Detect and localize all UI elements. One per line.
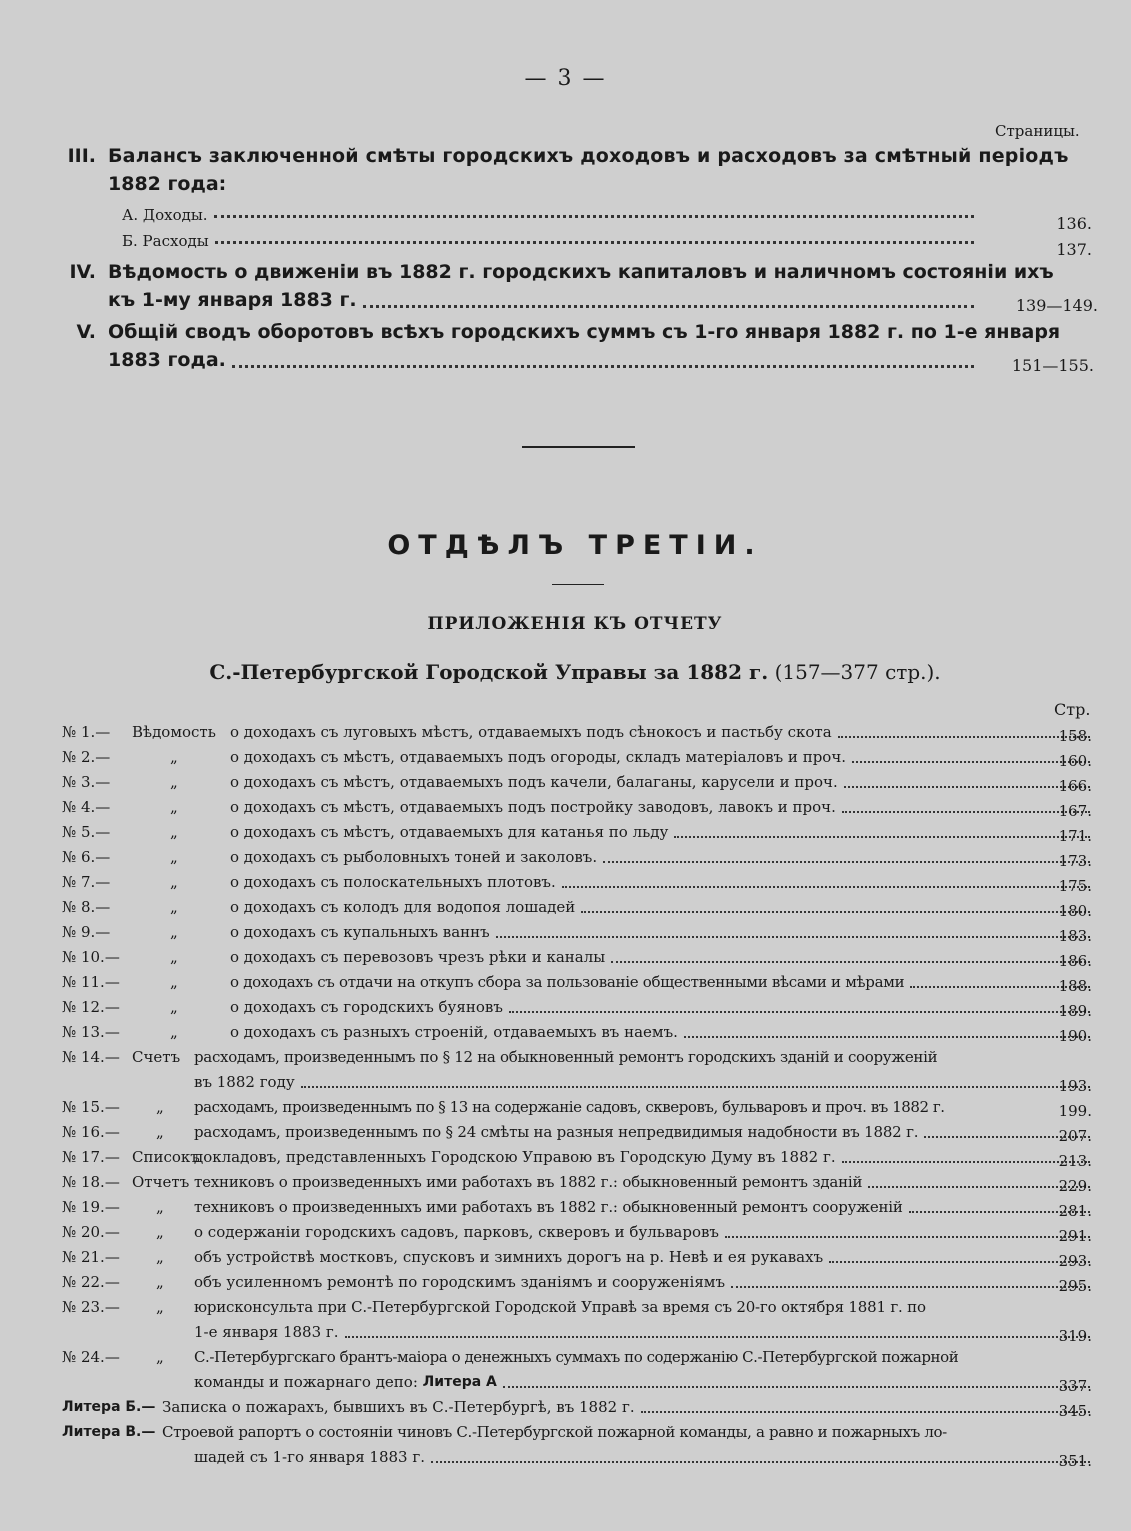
item-number: № 19.—: [62, 1198, 120, 1216]
item-page: 180.: [1058, 902, 1092, 920]
item-number: № 20.—: [62, 1223, 120, 1241]
item-number: № 13.—: [62, 1023, 120, 1041]
item-number: № 6.—: [62, 848, 111, 866]
item-text-line1: докладовъ, представленныхъ Городскою Управою въ Городскую Думу въ 1882 г.: [194, 1148, 836, 1166]
item-page: 190.: [1058, 1027, 1092, 1045]
item-text-line1: расходамъ, произведеннымъ по § 13 на содержаніе садовъ, скверовъ, бульваровъ и проч. въ 1882 г.: [194, 1098, 945, 1116]
section-title-line1: Общій сводъ оборотовъ всѣхъ городскихъ суммъ съ 1-го января 1882 г. по 1-е января: [108, 321, 1061, 343]
pages-column-label: Страницы.: [995, 122, 1080, 140]
subitem-page: 137.: [1056, 240, 1092, 259]
item-text-line1: объ усиленномъ ремонтѣ по городскимъ зданіямъ и сооруженіямъ: [194, 1273, 725, 1291]
subitem-label: А. Доходы.: [122, 206, 208, 224]
item-text-line1: о содержаніи городскихъ садовъ, парковъ, скверовъ и бульваровъ: [194, 1223, 719, 1241]
item-text-line1: С.-Петербургскаго брантъ-маіора о денежныхъ суммахъ по содержанію С.-Петербургской пожарной: [194, 1348, 959, 1366]
litera-text-line1: Строевой рапортъ о состояніи чиновъ С.-Петербургской пожарной команды, а равно и пожарныхъ ло-: [162, 1423, 947, 1441]
item-text-line2: команды и пожарнаго депо:: [194, 1373, 418, 1391]
item-prefix: „: [170, 898, 178, 916]
section-title-line1: Вѣдомость о движеніи въ 1882 г. городскихъ капиталовъ и наличномъ состояніи ихъ: [108, 261, 1054, 283]
item-prefix: Списокъ: [132, 1148, 200, 1166]
item-prefix: „: [170, 1023, 178, 1041]
item-page: 291.: [1058, 1227, 1092, 1245]
item-text: о доходахъ съ луговыхъ мѣстъ, отдаваемыхъ подъ сѣнокосъ и пастьбу скота: [230, 723, 832, 741]
item-prefix: „: [170, 798, 178, 816]
item-number: № 17.—: [62, 1148, 120, 1166]
item-text-line2: въ 1882 году: [194, 1073, 295, 1091]
item-prefix: „: [170, 923, 178, 941]
item-number: № 16.—: [62, 1123, 120, 1141]
item-prefix: Отчетъ: [132, 1173, 190, 1191]
litera-text-line2: шадей съ 1-го января 1883 г.: [194, 1448, 425, 1466]
appendix-subtitle: [0, 660, 1131, 684]
item-number: № 3.—: [62, 773, 111, 791]
item-number: № 12.—: [62, 998, 120, 1016]
litera-page: 345.: [1058, 1402, 1092, 1420]
item-prefix: „: [170, 823, 178, 841]
item-page: 293.: [1058, 1252, 1092, 1270]
item-page: 173.: [1058, 852, 1092, 870]
item-prefix: „: [156, 1198, 164, 1216]
item-prefix: Счетъ: [132, 1048, 181, 1066]
page-number: — 3 —: [524, 66, 607, 91]
item-page: 160.: [1058, 752, 1092, 770]
page-column-label: Стр.: [1054, 700, 1091, 719]
item-prefix: „: [170, 873, 178, 891]
item-number: № 2.—: [62, 748, 111, 766]
item-page: 295.: [1058, 1277, 1092, 1295]
appendix-title: ПРИЛОЖЕНІЯ КЪ ОТЧЕТУ: [427, 614, 723, 634]
subitem-row: [122, 206, 980, 224]
litera-page: 351.: [1058, 1452, 1092, 1470]
item-page: 281.: [1058, 1202, 1092, 1220]
item-prefix: „: [170, 998, 178, 1016]
item-prefix: „: [170, 748, 178, 766]
item-page: 337.: [1058, 1377, 1092, 1395]
section-iii: [66, 142, 1069, 198]
item-text: о доходахъ съ мѣстъ, отдаваемыхъ для катанья по льду: [230, 823, 669, 841]
item-prefix: „: [170, 973, 178, 991]
item-text-line1: расходамъ, произведеннымъ по § 24 смѣты на разныя непредвидимыя надобности въ 1882 г.: [194, 1123, 919, 1141]
section-pages: 151—155.: [1011, 356, 1094, 375]
item-text-line2-bold: Литера А: [422, 1374, 497, 1390]
section-iv: [66, 258, 1054, 314]
divider-rule: [522, 446, 635, 448]
item-number: № 18.—: [62, 1173, 120, 1191]
item-prefix: „: [156, 1223, 164, 1241]
item-text: о доходахъ съ колодъ для водопоя лошадей: [230, 898, 576, 916]
section-number: V.: [76, 321, 96, 343]
item-page: 189.: [1058, 1002, 1092, 1020]
item-text-line2: 1-е января 1883 г.: [194, 1323, 339, 1341]
section-title-line1: Балансъ заключенной смѣты городскихъ доходовъ и расходовъ за смѣтный періодъ: [108, 145, 1069, 167]
item-text: о доходахъ съ отдачи на откупъ сбора за пользованіе общественными вѣсами и мѣрами: [230, 973, 905, 991]
item-text-line1: техниковъ о произведенныхъ ими работахъ въ 1882 г.: обыкновенный ремонтъ зданій: [194, 1173, 863, 1191]
item-number: № 5.—: [62, 823, 111, 841]
item-number: № 10.—: [62, 948, 120, 966]
item-prefix: „: [156, 1273, 164, 1291]
item-page: 167.: [1058, 802, 1092, 820]
item-page: 207.: [1058, 1127, 1092, 1145]
item-page: 213.: [1058, 1152, 1092, 1170]
item-number: № 22.—: [62, 1273, 120, 1291]
item-page: 229.: [1058, 1177, 1092, 1195]
item-page: 166.: [1058, 777, 1092, 795]
item-prefix: „: [156, 1298, 164, 1316]
subitem-row: [122, 232, 980, 250]
litera-label: Литера Б.—: [62, 1399, 156, 1415]
item-number: № 21.—: [62, 1248, 120, 1266]
item-text: о доходахъ съ полоскательныхъ плотовъ.: [230, 873, 556, 891]
division-title: ОТДѢЛЪ ТРЕТІИ.: [387, 530, 763, 561]
item-text: о доходахъ съ рыболовныхъ тоней и заколовъ.: [230, 848, 598, 866]
appendix-subtitle-pages: (157—377 стр.).: [774, 660, 941, 684]
item-number: № 7.—: [62, 873, 111, 891]
item-text: о доходахъ съ городскихъ буяновъ: [230, 998, 503, 1016]
item-text-line1: техниковъ о произведенныхъ ими работахъ въ 1882 г.: обыкновенный ремонтъ сооруженій: [194, 1198, 903, 1216]
item-number: № 1.—: [62, 723, 111, 741]
divider-rule-small: [552, 584, 604, 585]
litera-label: Литера В.—: [62, 1424, 156, 1440]
section-number: IV.: [69, 261, 96, 283]
item-prefix: „: [156, 1348, 164, 1366]
item-prefix: „: [170, 948, 178, 966]
item-page: 188.: [1058, 977, 1092, 995]
subitem-page: 136.: [1056, 214, 1092, 233]
item-text-line1: юрисконсульта при С.-Петербургской Городской Управѣ за время съ 20-го октября 1881 г. по: [194, 1298, 926, 1316]
item-number: № 23.—: [62, 1298, 120, 1316]
item-number: № 24.—: [62, 1348, 120, 1366]
item-text: о доходахъ съ перевозовъ чрезъ рѣки и каналы: [230, 948, 606, 966]
item-text: о доходахъ съ разныхъ строеній, отдаваемыхъ въ наемъ.: [230, 1023, 678, 1041]
item-text-line1: объ устройствѣ мостковъ, спусковъ и зимнихъ дорогъ на р. Невѣ и ея рукавахъ: [194, 1248, 824, 1266]
item-page: 171.: [1058, 827, 1092, 845]
section-number: III.: [67, 145, 96, 167]
item-number: № 9.—: [62, 923, 111, 941]
item-number: № 11.—: [62, 973, 120, 991]
item-text: о доходахъ съ мѣстъ, отдаваемыхъ подъ качели, балаганы, карусели и проч.: [230, 773, 838, 791]
subitem-label: Б. Расходы: [122, 232, 209, 250]
item-page: 175.: [1058, 877, 1092, 895]
section-title-line2: 1883 года.: [108, 349, 226, 371]
section-pages: 139—149.: [1015, 296, 1098, 315]
item-prefix: „: [156, 1248, 164, 1266]
item-page: 319.: [1058, 1327, 1092, 1345]
item-page: 193.: [1058, 1077, 1092, 1095]
item-text: о доходахъ съ мѣстъ, отдаваемыхъ подъ постройку заводовъ, лавокъ и проч.: [230, 798, 836, 816]
item-prefix: „: [156, 1123, 164, 1141]
section-title-line2: къ 1-му января 1883 г.: [108, 289, 357, 311]
item-number: № 14.—: [62, 1048, 120, 1066]
item-text: о доходахъ съ мѣстъ, отдаваемыхъ подъ огороды, складъ матеріаловъ и проч.: [230, 748, 847, 766]
item-number: № 8.—: [62, 898, 111, 916]
item-prefix: „: [156, 1098, 164, 1116]
item-prefix: „: [170, 773, 178, 791]
item-number: № 4.—: [62, 798, 111, 816]
item-page: 199.: [1058, 1102, 1092, 1120]
item-page: 186.: [1058, 952, 1092, 970]
item-text-line1: расходамъ, произведеннымъ по § 12 на обыкновенный ремонтъ городскихъ зданій и сооруженій: [194, 1048, 938, 1066]
item-prefix: Вѣдомость: [132, 723, 216, 741]
appendix-subtitle-main: С.-Петербургской Городской Управы за 1882 г.: [209, 660, 769, 684]
item-page: 158.: [1058, 727, 1092, 745]
item-text: о доходахъ съ купальныхъ ваннъ: [230, 923, 490, 941]
section-title-line2: 1882 года:: [108, 173, 227, 195]
item-page: 183.: [1058, 927, 1092, 945]
litera-text: Записка о пожарахъ, бывшихъ въ С.-Петербургѣ, въ 1882 г.: [162, 1398, 635, 1416]
item-number: № 15.—: [62, 1098, 120, 1116]
item-prefix: „: [170, 848, 178, 866]
